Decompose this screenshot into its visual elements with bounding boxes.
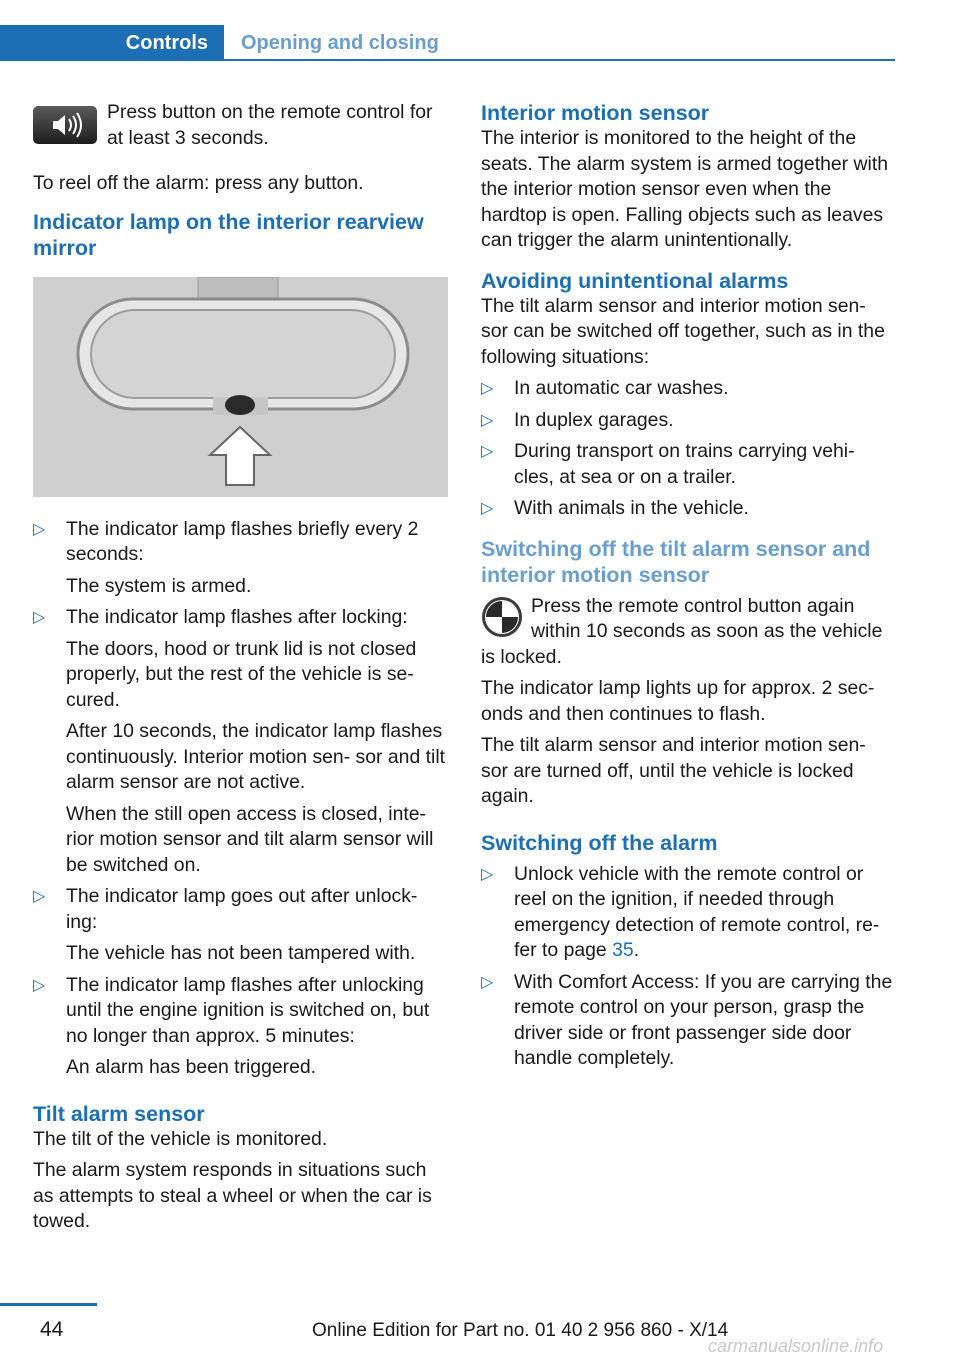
edition-text: Online Edition for Part no. 01 40 2 956 860 - X/14: [312, 1320, 729, 1341]
list-item-text: In duplex garages.: [514, 408, 674, 431]
bullet-icon: ▷: [481, 500, 494, 517]
bullet-icon: ▷: [33, 520, 46, 538]
switch-off-sensor-paragraph: [481, 594, 896, 671]
list-item-text: With Comfort Access: If you are carrying the remote control on your person, grasp the driver side or front passenger side door handle completely.: [514, 970, 893, 1069]
list-item: [33, 884, 448, 967]
list-item-text: Unlock vehicle with the remote control or reel on the ignition, if needed through emergency detection of remote control, re‐ fer to page: [514, 862, 880, 961]
bullet-icon: ▷: [481, 443, 494, 460]
tab-opening-and-closing[interactable]: Opening and closing: [241, 32, 439, 54]
speaker-icon: [33, 106, 97, 144]
bullet-icon: ▷: [33, 888, 46, 905]
page-35-link[interactable]: 35: [612, 939, 634, 961]
watermark: carmanualsonline.info: [708, 1336, 884, 1356]
interior-motion-text: The interior is monitored to the height of the seats. The alarm system is armed together with the interior motion sensor even when the hardtop is open. Falling objects such as leaves can trigger the alarm unintentionally.: [481, 127, 889, 251]
bullet-icon: ▷: [481, 411, 494, 429]
switch-off-alarm-list: [481, 862, 896, 1072]
list-item-text: In automatic car washes.: [514, 377, 729, 399]
list-item: [33, 973, 448, 1081]
list-item-text: The indicator lamp flashes briefly every 2 seconds:: [66, 517, 419, 565]
list-item: [33, 605, 448, 878]
indicator-lamp-heading: Indicator lamp on the interior rearview mirror: [33, 209, 424, 260]
list-item-end: .: [633, 939, 640, 961]
avoiding-alarms-text: The tilt alarm sensor and interior motion sen‐ sor can be switched off together, such as in the following situations:: [481, 294, 885, 368]
reel-off-text: To reel off the alarm: press any button.: [33, 172, 364, 194]
list-item-text: The indicator lamp goes out after unlock‐ ing:: [66, 885, 418, 933]
list-item-text: The vehicle has not been tampered with.: [66, 942, 416, 964]
right-column: [481, 100, 896, 1078]
switch-off-alarm-heading: Switching off the alarm: [481, 830, 718, 855]
interior-motion-heading: Interior motion sensor: [481, 101, 710, 125]
list-item: [481, 496, 896, 522]
bmw-logo-icon: [481, 596, 523, 638]
list-item-text: The indicator lamp flashes after unlocking until the engine ignition is switched on, but no longer than approx. 5 minutes:: [66, 973, 430, 1047]
list-item: [33, 517, 448, 600]
bullet-icon: ▷: [33, 976, 46, 994]
switch-off-text-2: The indicator lamp lights up for approx. 2 sec‐ onds and then continues to flash.: [481, 677, 875, 725]
avoiding-alarms-heading: Avoiding unintentional alarms: [481, 268, 789, 293]
list-item-text: The doors, hood or trunk lid is not closed properly, but the rest of the vehicle is se‐ cured.: [66, 637, 417, 711]
list-item-text: The indicator lamp flashes after locking:: [66, 606, 408, 628]
switch-off-sensor-text: Press the remote control button again within 10 seconds as soon as the vehicle is locked.: [481, 594, 883, 668]
tilt-alarm-heading: Tilt alarm sensor: [33, 1101, 205, 1126]
list-item-text: The system is armed.: [66, 574, 252, 597]
rearview-mirror-illustration: [33, 277, 448, 497]
list-item: [481, 408, 896, 434]
list-item-text: During transport on trains carrying vehi‐ cles, at sea or on a trailer.: [514, 440, 855, 488]
list-item-text: After 10 seconds, the indicator lamp flashes continuously. Interior motion sen‐ sor and tilt alarm sensor are not active.: [66, 720, 446, 793]
page-number: 44: [40, 1318, 64, 1341]
list-item-text: When the still open access is closed, inte‐ rior motion sensor and tilt alarm sensor will be switched on.: [66, 802, 434, 876]
footer-rule: [0, 1303, 97, 1306]
bullet-icon: ▷: [481, 380, 494, 397]
tab-controls[interactable]: Controls: [0, 25, 224, 61]
list-item: [481, 862, 896, 964]
list-item: [481, 376, 896, 402]
bullet-icon: ▷: [481, 865, 494, 883]
list-item-text: An alarm has been triggered.: [66, 1056, 317, 1078]
indicator-lamp-list: [33, 517, 448, 1081]
tilt-text-2: The alarm system responds in situations such as attempts to steal a wheel or when the car is towed.: [33, 1159, 432, 1232]
list-item: [481, 439, 896, 490]
list-item-text: With animals in the vehicle.: [514, 497, 749, 519]
list-item: [481, 970, 896, 1072]
switch-off-sensor-heading: Switching off the tilt alarm sensor and interior motion sensor: [481, 536, 871, 587]
bullet-icon: ▷: [33, 609, 46, 626]
remote-button-paragraph: [33, 100, 448, 151]
chapter-header: [0, 25, 895, 61]
left-column: [33, 100, 448, 1241]
tilt-text-1: The tilt of the vehicle is monitored.: [33, 1127, 328, 1150]
remote-button-text: Press button on the remote control for at least 3 seconds.: [107, 101, 433, 149]
header-rule: [0, 59, 895, 61]
switch-off-text-3: The tilt alarm sensor and interior motion sen‐ sor are turned off, until the vehicle is locked again.: [481, 734, 866, 807]
avoiding-alarms-list: [481, 376, 896, 522]
bullet-icon: ▷: [481, 973, 494, 991]
